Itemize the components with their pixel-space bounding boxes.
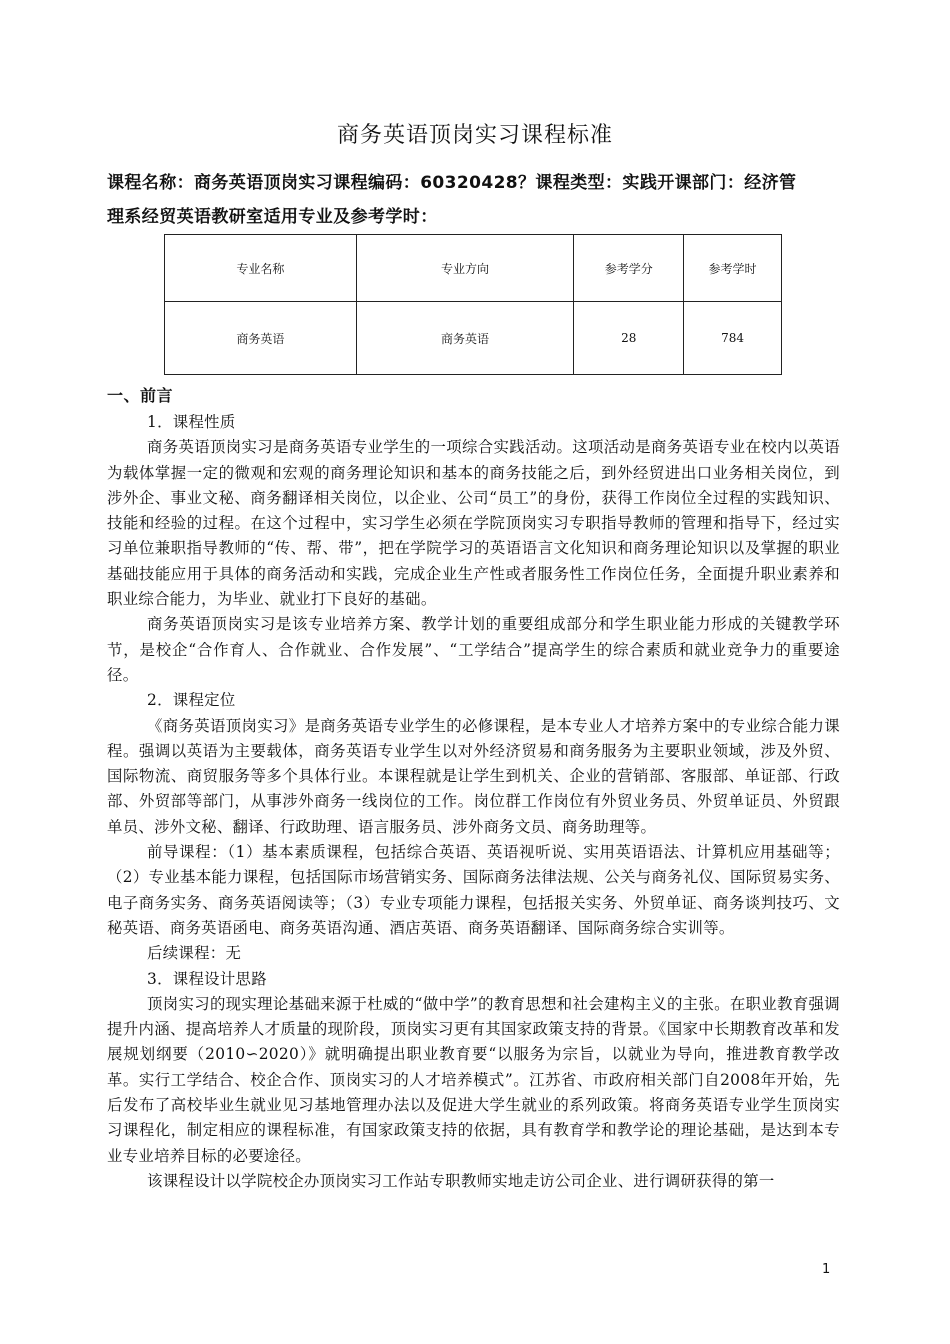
course-info-line-1: 课程名称：商务英语顶岗实习课程编码：60320428？课程类型：实践开课部门：经济管 <box>107 173 797 193</box>
table-row <box>165 302 782 375</box>
table-header-cell: 专业名称 <box>165 235 357 302</box>
table-header-row <box>165 235 782 302</box>
course-info-line-2: 理系经贸英语教研室适用专业及参考学时： <box>107 207 438 227</box>
table-cell: 28 <box>574 302 684 375</box>
table-header-cell: 参考学时 <box>684 235 782 302</box>
page-number: 1 <box>822 1262 831 1277</box>
paragraph: 顶岗实习的现实理论基础来源于杜威的“做中学”的教育思想和社会建构主义的主张。在职业教育强调提升内涵、提高培养人才质量的现阶段，顶岗实习更有其国家政策支持的背景。《国家中长期教育改革和发展规划纲要（2010∽2020）》就明确提出职业教育要“以服务为宗旨，以就业为导向，推进教育教学改革。实行工学结合、校企合作、顶岗实习的人才培养模式”。江苏省、市政府相关部门自2008年开始，先后发布了高校毕业生就业见习基地管理办法以及促进大学生就业的系列政策。将商务英语专业学生顶岗实习课程化，制定相应的课程标准，有国家政策支持的依据，具有教育学和教学论的理论基础，是达到本专业专业培养目标的必要途径。 <box>107 994 840 1165</box>
paragraph: 后续课程：无 <box>147 944 242 963</box>
course-info <box>107 166 837 234</box>
page-title: 商务英语顶岗实习课程标准 <box>336 123 613 148</box>
paragraph: 《商务英语顶岗实习》是商务英语专业学生的必修课程，是本专业人才培养方案中的专业综合能力课程。强调以英语为主要载体，商务英语专业学生以对外经济贸易和商务服务为主要职业领域，涉及外贸、国际物流、商贸服务等多个具体行业。本课程就是让学生到机关、企业的营销部、客服部、单证部、行政部、外贸部等部门，从事涉外商务一线岗位的工作。岗位群工作岗位有外贸业务员、外贸单证员、外贸跟单员、涉外文秘、翻译、行政助理、语言服务员、涉外商务文员、商务助理等。 <box>107 716 840 836</box>
body-text <box>107 410 840 1194</box>
table-cell: 商务英语 <box>165 302 357 375</box>
section-heading-preface: 一、前言 <box>107 386 174 405</box>
paragraph: 商务英语顶岗实习是商务英语专业学生的一项综合实践活动。这项活动是商务英语专业在校内以英语为载体掌握一定的微观和宏观的商务理论知识和基本的商务技能之后，到外经贸进出口业务相关岗位，到涉外企、事业文秘、商务翻译相关岗位，以企业、公司“员工”的身份，获得工作岗位全过程的实践知识、技能和经验的过程。在这个过程中，实习学生必须在学院顶岗实习专职指导教师的管理和指导下，经过实习单位兼职指导教师的“传、帮、带”，把在学院学习的英语语言文化知识和商务理论知识以及掌握的职业基础技能应用于具体的商务活动和实践，完成企业生产性或者服务性工作岗位任务，全面提升职业素养和职业综合能力，为毕业、就业打下良好的基础。 <box>107 438 840 609</box>
paragraph: 该课程设计以学院校企办顶岗实习工作站专职教师实地走访公司企业、进行调研获得的第一 <box>147 1171 775 1190</box>
subsection-title: 3．课程设计思路 <box>147 969 267 988</box>
paragraph: 商务英语顶岗实习是该专业培养方案、教学计划的重要组成部分和学生职业能力形成的关键教学环节，是校企“合作育人、合作就业、合作发展”、“工学结合”提高学生的综合素质和就业竞争力的重要途径。 <box>107 615 840 684</box>
paragraph: 前导课程：（1）基本素质课程，包括综合英语、英语视听说、实用英语语法、计算机应用基础等；（2）专业基本能力课程，包括国际市场营销实务、国际商务法律法规、公关与商务礼仪、国际贸易实务、电子商务实务、商务英语阅读等；（3）专业专项能力课程，包括报关实务、外贸单证、商务谈判技巧、文秘英语、商务英语函电、商务英语沟通、酒店英语、商务英语翻译、国际商务综合实训等。 <box>107 843 840 937</box>
subsection-title: 2．课程定位 <box>147 691 236 710</box>
major-hours-table <box>164 234 782 375</box>
table-header-cell: 参考学分 <box>574 235 684 302</box>
subsection-title: 1．课程性质 <box>147 413 236 431</box>
table-header-cell: 专业方向 <box>356 235 574 302</box>
table-cell: 784 <box>684 302 782 375</box>
table-cell: 商务英语 <box>356 302 574 375</box>
